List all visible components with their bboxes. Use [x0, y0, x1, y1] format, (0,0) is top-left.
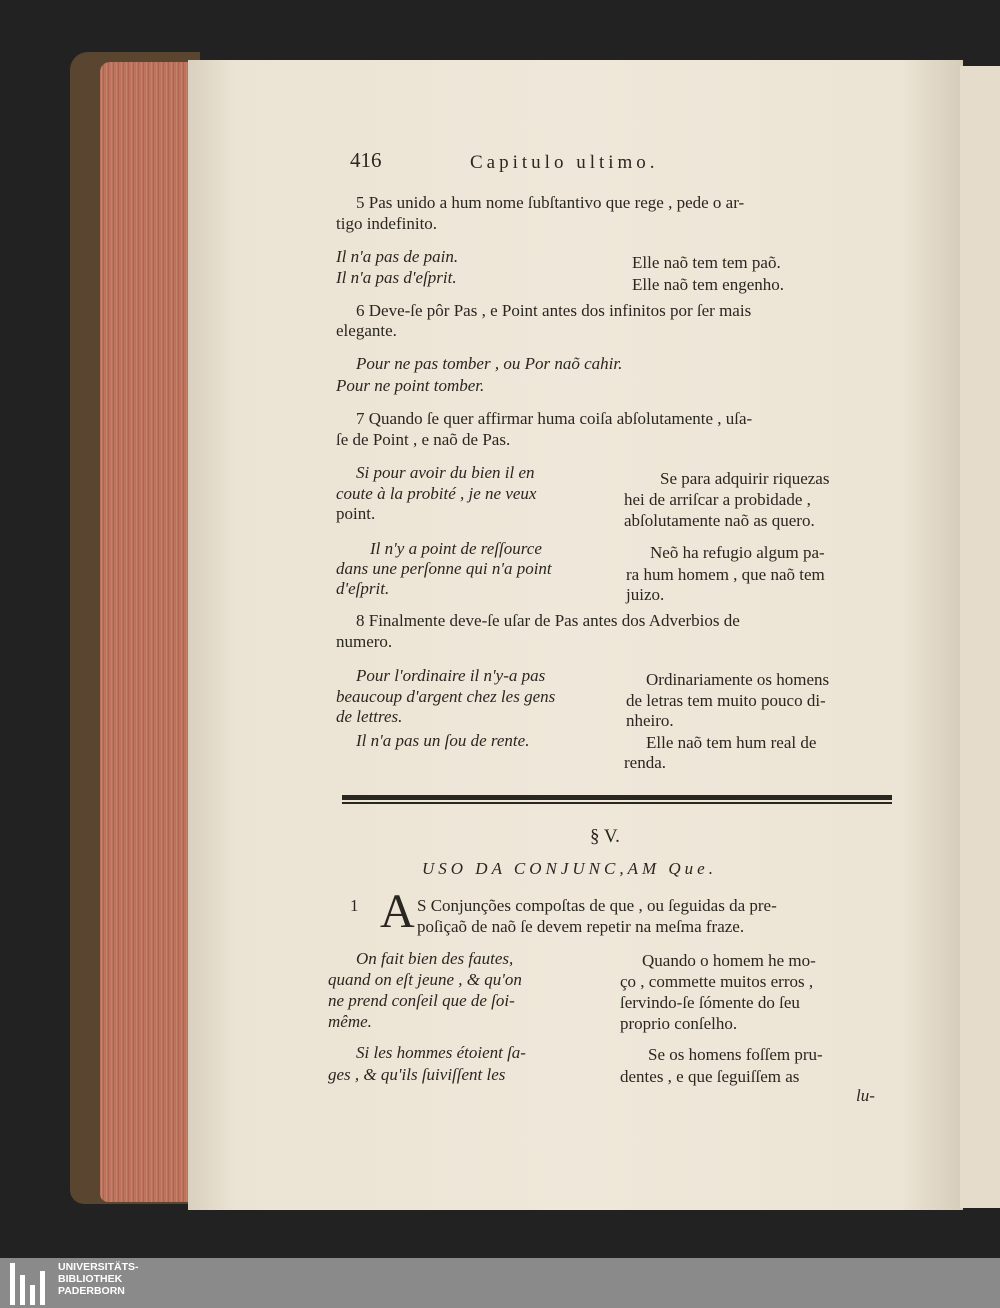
ex7b-fr3: d'eſprit.: [336, 579, 390, 598]
ex6-fr1: Pour ne pas tomber , ou Por naõ cahir.: [356, 354, 623, 373]
ex7a-pt2: hei de arriſcar a probidade ,: [624, 490, 811, 509]
s1a-pt2: ço , commette muitos erros ,: [620, 972, 814, 991]
s1b-fr2: ges , & qu'ils ſuiviſſent les: [328, 1065, 506, 1084]
ex6-fr2: Pour ne point tomber.: [336, 376, 485, 395]
para7-line1: 7 Quando ſe quer affirmar huma coiſa abſolutamente , uſa-: [356, 409, 753, 428]
s1-line2: poſiçaõ de naõ ſe devem repetir na meſma fraze.: [417, 917, 745, 936]
ex8b-pt1: Elle naõ tem hum real de: [646, 733, 817, 752]
ex8a-fr2: beaucoup d'argent chez les gens: [336, 687, 556, 706]
para6-line1: 6 Deve-ſe pôr Pas , e Point antes dos infinitos por ſer mais: [356, 301, 752, 320]
book-page: [188, 60, 963, 1210]
section-rule-thin: [342, 802, 892, 804]
ex7b-fr2: dans une perſonne qui n'a point: [336, 559, 552, 578]
s1a-fr4: même.: [328, 1012, 372, 1031]
section-mark: § V.: [590, 826, 620, 847]
s1a-fr3: ne prend conſeil que de ſoi-: [328, 991, 515, 1010]
ex7b-pt2: ra hum homem , que naõ tem: [626, 565, 825, 584]
s1a-fr2: quand on eſt jeune , & qu'on: [328, 970, 522, 989]
library-name-line2: BIBLIOTHEK: [58, 1273, 123, 1285]
ex7a-pt3: abſolutamente naõ as quero.: [624, 511, 815, 530]
ex8a-fr3: de lettres.: [336, 707, 403, 726]
ex8a-pt1: Ordinariamente os homens: [646, 670, 830, 689]
ex8b-fr1: Il n'a pas un ſou de rente.: [356, 731, 530, 750]
library-name: [58, 1261, 139, 1297]
ex5-pt1: Elle naõ tem tem paõ.: [632, 253, 781, 272]
page-number: 416: [350, 148, 382, 172]
running-head: Capitulo ultimo.: [470, 152, 659, 173]
library-name-line3: PADERBORN: [58, 1285, 125, 1297]
ex7a-fr1: Si pour avoir du bien il en: [356, 463, 535, 482]
ex8a-fr1: Pour l'ordinaire il n'y-a pas: [356, 666, 546, 685]
ex5-fr2: Il n'a pas d'eſprit.: [336, 268, 457, 287]
para7-line2: ſe de Point , e naõ de Pas.: [336, 430, 511, 449]
ex8a-pt2: de letras tem muito pouco di-: [626, 691, 826, 710]
ex8b-pt2: renda.: [624, 753, 667, 772]
section-title: USO DA CONJUNC,AM Que.: [422, 859, 717, 878]
ex7a-fr2: coute à la probité , je ne veux: [336, 484, 537, 503]
para5-line1: 5 Pas unido a hum nome ſubſtantivo que rege , pede o ar-: [356, 193, 745, 212]
para6-line2: elegante.: [336, 321, 397, 340]
ex7b-pt1: Neõ ha refugio algum pa-: [650, 543, 825, 562]
library-footer: [0, 1258, 1000, 1308]
s1a-pt3: ſervindo-ſe ſómente do ſeu: [620, 993, 800, 1012]
ex7b-pt3: juizo.: [626, 585, 665, 604]
drop-cap: A: [380, 885, 415, 938]
library-name-line1: UNIVERSITÄTS-: [58, 1261, 139, 1273]
facing-page-edge: [960, 66, 1000, 1208]
para8-line2: numero.: [336, 632, 393, 651]
catchword: lu-: [856, 1086, 875, 1105]
s1a-pt1: Quando o homem he mo-: [642, 951, 816, 970]
page-edges: [100, 62, 200, 1202]
s1-line1: S Conjunções compoſtas de que , ou ſeguidas da pre-: [417, 896, 777, 915]
s1-number: 1: [350, 896, 359, 915]
ex7a-fr3: point.: [336, 504, 376, 523]
ex7a-pt1: Se para adquirir riquezas: [660, 469, 830, 488]
s1a-pt4: proprio conſelho.: [620, 1014, 738, 1033]
section-rule: [342, 795, 892, 800]
ex5-pt2: Elle naõ tem engenho.: [632, 275, 785, 294]
library-logo-icon: [4, 1263, 52, 1305]
s1b-pt2: dentes , e que ſeguiſſem as: [620, 1067, 800, 1086]
ex8a-pt3: nheiro.: [626, 711, 674, 730]
ex7b-fr1: Il n'y a point de reſſource: [370, 539, 542, 558]
s1a-fr1: On fait bien des fautes,: [356, 949, 514, 968]
s1b-pt1: Se os homens foſſem pru-: [648, 1045, 823, 1064]
ex5-fr1: Il n'a pas de pain.: [336, 247, 459, 266]
para8-line1: 8 Finalmente deve-ſe uſar de Pas antes dos Adverbios de: [356, 611, 740, 630]
para5-line2: tigo indefinito.: [336, 214, 438, 233]
s1b-fr1: Si les hommes étoient ſa-: [356, 1043, 526, 1062]
